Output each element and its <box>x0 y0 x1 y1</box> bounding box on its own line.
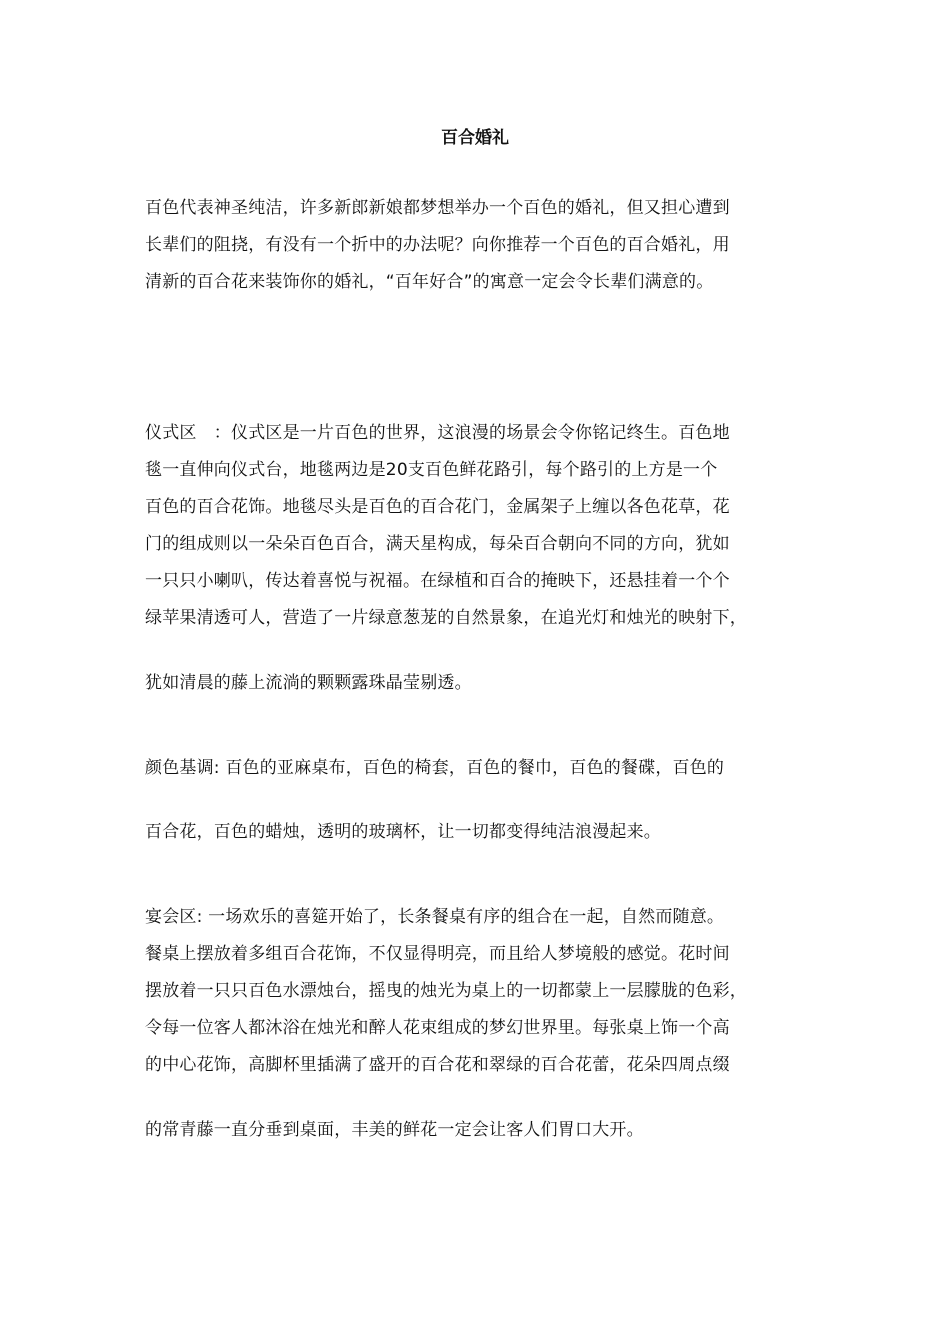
intro-line: 长辈们的阻挠，有没有一个折中的办法呢？向你推荐一个百色的百合婚礼，用 <box>145 235 730 255</box>
banquet-line: 的常青藤一直分垂到桌面，丰美的鲜花一定会让客人们胃口大开。 <box>145 1120 644 1140</box>
ceremony-line: 绿苹果清透可人，营造了一片绿意葱茏的自然景象，在追光灯和烛光的映射下， <box>145 608 747 628</box>
intro-line: 清新的百合花来装饰你的婚礼，“百年好合”的寓意一定会令长辈们满意的。 <box>145 272 714 292</box>
color-tone-line: 百合花，百色的蜡烛，透明的玻璃杯，让一切都变得纯洁浪漫起来。 <box>145 822 661 842</box>
banquet-line: 令每一位客人都沐浴在烛光和醉人花束组成的梦幻世界里。每张桌上饰一个高 <box>145 1018 730 1038</box>
ceremony-line: 百色的百合花饰。地毯尽头是百色的百合花门，金属架子上缠以各色花草，花 <box>145 497 730 517</box>
ceremony-line: 一只只小喇叭，传达着喜悦与祝福。在绿植和百合的掩映下，还悬挂着一个个 <box>145 571 730 591</box>
ceremony-line: 犹如清晨的藤上流淌的颗颗露珠晶莹剔透。 <box>145 673 472 693</box>
banquet-line: 餐桌上摆放着多组百合花饰，不仅显得明亮，而且给人梦境般的感觉。花时间 <box>145 944 730 964</box>
banquet-line: 宴会区: 一场欢乐的喜筵开始了，长条餐桌有序的组合在一起，自然而随意。 <box>145 907 725 927</box>
intro-line: 百色代表神圣纯洁，许多新郎新娘都梦想举办一个百色的婚礼，但又担心遭到 <box>145 198 730 218</box>
banquet-line: 摆放着一只只百色水漂烛台，摇曳的烛光为桌上的一切都蒙上一层朦胧的色彩， <box>145 981 747 1001</box>
banquet-line: 的中心花饰，高脚杯里插满了盛开的百合花和翠绿的百合花蕾，花朵四周点缀 <box>145 1055 730 1075</box>
document-title: 百合婚礼 <box>441 128 509 148</box>
ceremony-line: 毯一直伸向仪式台，地毯两边是20支百色鲜花路引，每个路引的上方是一个 <box>145 460 718 480</box>
ceremony-line: 仪式区 ：仪式区是一片百色的世界，这浪漫的场景会令你铭记终生。百色地 <box>145 423 730 443</box>
color-tone-line: 颜色基调: 百色的亚麻桌布，百色的椅套，百色的餐巾，百色的餐碟，百色的 <box>145 758 725 778</box>
ceremony-line: 门的组成则以一朵朵百色百合，满天星构成，每朵百合朝向不同的方向，犹如 <box>145 534 730 554</box>
